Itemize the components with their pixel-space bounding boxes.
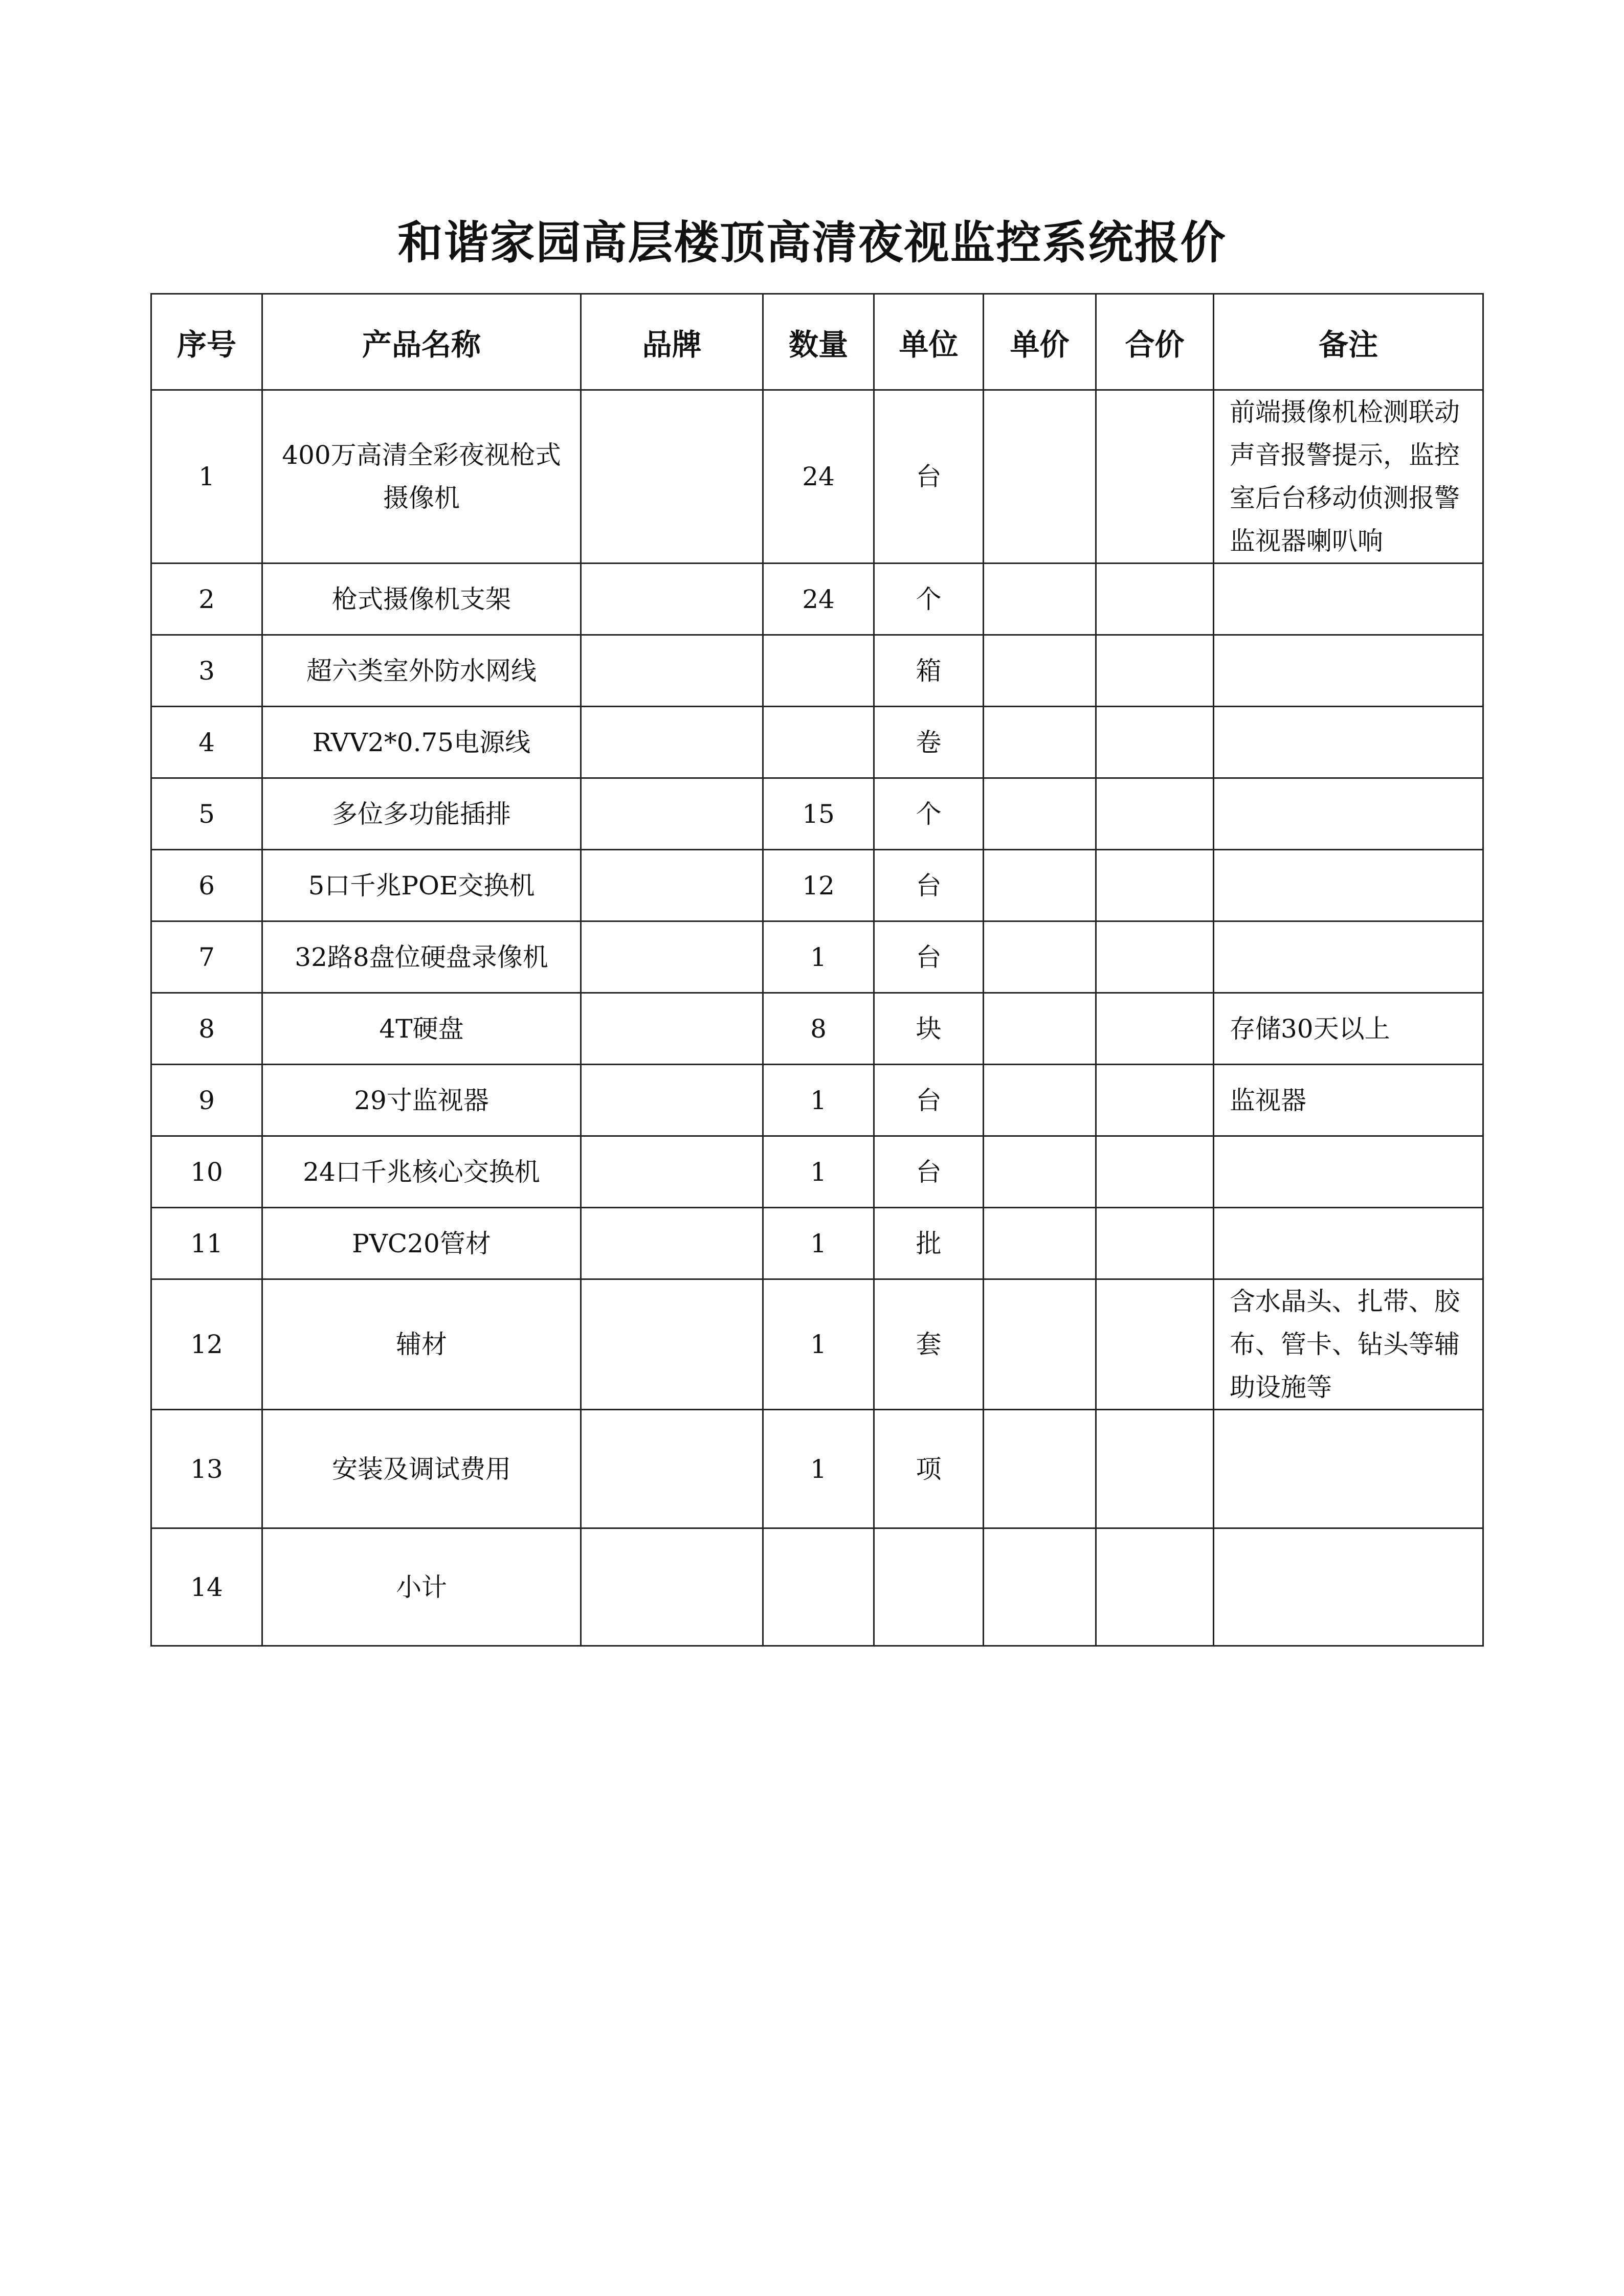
cell-quantity: 15 (763, 778, 874, 850)
table-row (151, 635, 1483, 707)
cell-brand (581, 850, 763, 921)
cell-unit-price (984, 1065, 1096, 1136)
cell-quantity: 1 (763, 1065, 874, 1136)
cell-total-price (1096, 850, 1214, 921)
cell-unit: 台 (874, 390, 984, 564)
cell-unit-price (984, 635, 1096, 707)
cell-no: 7 (151, 921, 262, 993)
table-row-subtotal (151, 1528, 1483, 1646)
table-header-row (151, 294, 1483, 390)
cell-product-name: 辅材 (262, 1279, 581, 1410)
cell-unit: 台 (874, 1065, 984, 1136)
cell-unit: 台 (874, 850, 984, 921)
cell-unit: 台 (874, 1136, 984, 1208)
cell-unit-price (984, 707, 1096, 778)
cell-quantity: 8 (763, 993, 874, 1065)
cell-total-price (1096, 1410, 1214, 1528)
cell-no: 2 (151, 564, 262, 635)
cell-no: 11 (151, 1208, 262, 1279)
cell-quantity (763, 1528, 874, 1646)
cell-quantity (763, 707, 874, 778)
cell-no: 4 (151, 707, 262, 778)
cell-quantity: 1 (763, 1410, 874, 1528)
cell-brand (581, 564, 763, 635)
cell-total-price (1096, 390, 1214, 564)
cell-unit-price (984, 1208, 1096, 1279)
cell-remarks (1214, 707, 1483, 778)
cell-remarks (1214, 778, 1483, 850)
cell-product-name: RVV2*0.75电源线 (262, 707, 581, 778)
table-row (151, 564, 1483, 635)
cell-total-price (1096, 635, 1214, 707)
cell-brand (581, 1528, 763, 1646)
cell-total-price (1096, 993, 1214, 1065)
table-row (151, 1410, 1483, 1528)
cell-brand (581, 1136, 763, 1208)
cell-brand (581, 1410, 763, 1528)
table-row (151, 850, 1483, 921)
cell-no: 1 (151, 390, 262, 564)
cell-unit: 台 (874, 921, 984, 993)
cell-no: 12 (151, 1279, 262, 1410)
cell-unit-price (984, 564, 1096, 635)
cell-quantity: 24 (763, 390, 874, 564)
cell-remarks: 存储30天以上 (1214, 993, 1483, 1065)
cell-no: 10 (151, 1136, 262, 1208)
cell-unit-price (984, 850, 1096, 921)
cell-total-price (1096, 1136, 1214, 1208)
cell-product-name: 32路8盘位硬盘录像机 (262, 921, 581, 993)
cell-product-name: 24口千兆核心交换机 (262, 1136, 581, 1208)
cell-product-name: 枪式摄像机支架 (262, 564, 581, 635)
cell-quantity (763, 635, 874, 707)
cell-no: 5 (151, 778, 262, 850)
cell-remarks (1214, 921, 1483, 993)
cell-product-name: 5口千兆POE交换机 (262, 850, 581, 921)
cell-remarks (1214, 850, 1483, 921)
cell-total-price (1096, 1208, 1214, 1279)
table-row (151, 1208, 1483, 1279)
cell-product-name: 4T硬盘 (262, 993, 581, 1065)
cell-remarks: 前端摄像机检测联动声音报警提示，监控室后台移动侦测报警监视器喇叭响 (1214, 390, 1483, 564)
cell-product-name: 超六类室外防水网线 (262, 635, 581, 707)
cell-remarks (1214, 635, 1483, 707)
table-row (151, 1065, 1483, 1136)
cell-brand (581, 1208, 763, 1279)
cell-unit-price (984, 1528, 1096, 1646)
cell-remarks (1214, 1528, 1483, 1646)
table-row (151, 921, 1483, 993)
cell-no: 3 (151, 635, 262, 707)
header-total-price: 合价 (1096, 294, 1214, 390)
cell-unit: 卷 (874, 707, 984, 778)
table-row (151, 993, 1483, 1065)
cell-no: 13 (151, 1410, 262, 1528)
cell-product-name: 多位多功能插排 (262, 778, 581, 850)
header-quantity: 数量 (763, 294, 874, 390)
table-row (151, 707, 1483, 778)
quotation-table (150, 293, 1484, 1647)
cell-product-name: 小计 (262, 1528, 581, 1646)
cell-brand (581, 390, 763, 564)
cell-total-price (1096, 921, 1214, 993)
table-row (151, 778, 1483, 850)
cell-unit (874, 1528, 984, 1646)
header-no: 序号 (151, 294, 262, 390)
cell-unit-price (984, 778, 1096, 850)
table-row (151, 1136, 1483, 1208)
cell-quantity: 1 (763, 1279, 874, 1410)
cell-remarks (1214, 564, 1483, 635)
cell-quantity: 24 (763, 564, 874, 635)
cell-product-name: PVC20管材 (262, 1208, 581, 1279)
header-brand: 品牌 (581, 294, 763, 390)
cell-unit: 项 (874, 1410, 984, 1528)
cell-unit-price (984, 921, 1096, 993)
cell-quantity: 1 (763, 1208, 874, 1279)
cell-unit: 个 (874, 564, 984, 635)
cell-quantity: 12 (763, 850, 874, 921)
cell-unit: 块 (874, 993, 984, 1065)
cell-unit: 个 (874, 778, 984, 850)
cell-unit-price (984, 390, 1096, 564)
cell-total-price (1096, 1279, 1214, 1410)
cell-total-price (1096, 1065, 1214, 1136)
cell-no: 9 (151, 1065, 262, 1136)
cell-remarks (1214, 1136, 1483, 1208)
cell-no: 6 (151, 850, 262, 921)
cell-product-name: 安装及调试费用 (262, 1410, 581, 1528)
cell-no: 8 (151, 993, 262, 1065)
cell-unit-price (984, 993, 1096, 1065)
cell-remarks: 含水晶头、扎带、胶布、管卡、钻头等辅助设施等 (1214, 1279, 1483, 1410)
cell-brand (581, 778, 763, 850)
cell-brand (581, 921, 763, 993)
header-remarks: 备注 (1214, 294, 1483, 390)
cell-total-price (1096, 1528, 1214, 1646)
cell-brand (581, 1279, 763, 1410)
cell-unit-price (984, 1279, 1096, 1410)
header-unit-price: 单价 (984, 294, 1096, 390)
cell-unit: 箱 (874, 635, 984, 707)
cell-product-name: 29寸监视器 (262, 1065, 581, 1136)
header-product-name: 产品名称 (262, 294, 581, 390)
cell-unit: 批 (874, 1208, 984, 1279)
cell-brand (581, 993, 763, 1065)
cell-unit-price (984, 1410, 1096, 1528)
cell-remarks (1214, 1410, 1483, 1528)
page-title: 和谐家园高层楼顶高清夜视监控系统报价 (397, 216, 1227, 269)
cell-remarks: 监视器 (1214, 1065, 1483, 1136)
cell-quantity: 1 (763, 1136, 874, 1208)
cell-unit-price (984, 1136, 1096, 1208)
table-row (151, 390, 1483, 564)
cell-total-price (1096, 778, 1214, 850)
cell-total-price (1096, 564, 1214, 635)
cell-brand (581, 635, 763, 707)
cell-brand (581, 707, 763, 778)
cell-product-name: 400万高清全彩夜视枪式摄像机 (262, 390, 581, 564)
header-unit: 单位 (874, 294, 984, 390)
cell-brand (581, 1065, 763, 1136)
cell-total-price (1096, 707, 1214, 778)
cell-unit: 套 (874, 1279, 984, 1410)
cell-no: 14 (151, 1528, 262, 1646)
table-row (151, 1279, 1483, 1410)
cell-remarks (1214, 1208, 1483, 1279)
cell-quantity: 1 (763, 921, 874, 993)
